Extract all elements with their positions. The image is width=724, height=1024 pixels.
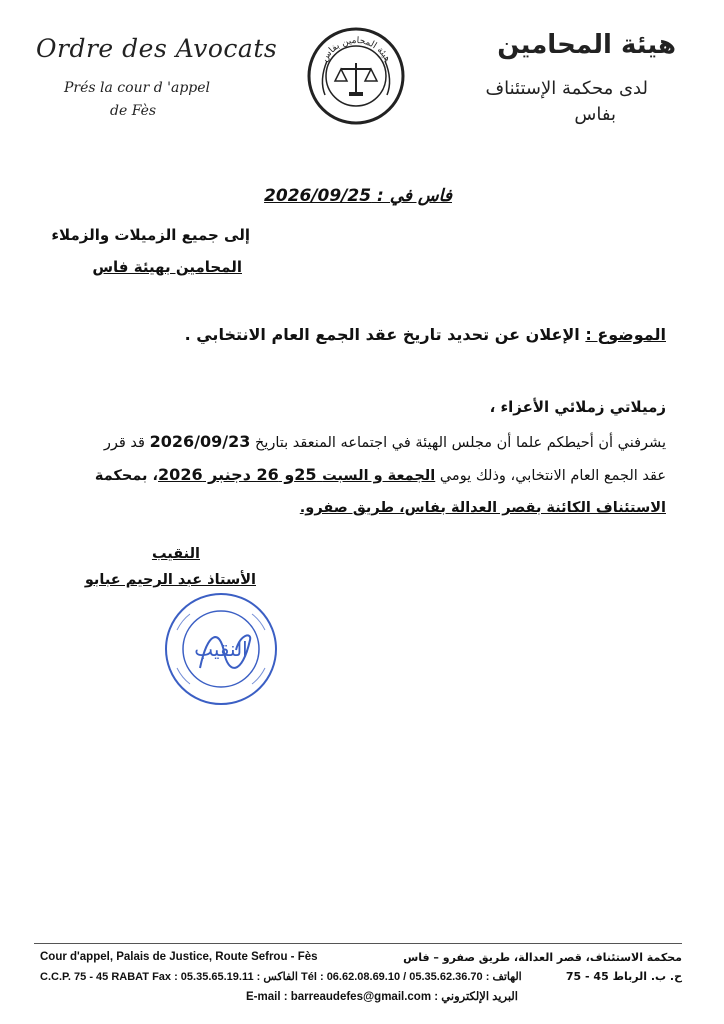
letter-date-text: فاس في : 2026/09/25	[264, 186, 452, 206]
svg-text:هيئة المحامين بفاس	[320, 36, 392, 64]
body-line-2-b: ، بمحكمة	[94, 468, 159, 484]
header-fr-subtitle-2: de Fès	[110, 103, 157, 119]
body-paragraph	[46, 426, 666, 524]
header-fr-title: Ordre des Avocats	[36, 34, 278, 63]
footer-ccp-ar: ح. ب. الرباط 45 - 75	[565, 970, 682, 983]
body-line-2-a: عقد الجمع العام الانتخابي، وذلك يومي	[435, 468, 666, 484]
body-line-3: الاستئناف الكائنة بقصر العدالة بفاس، طريق صفرو.	[299, 500, 666, 516]
assembly-days: الجمعة و السبت	[322, 468, 436, 484]
header-ar-subtitle-1: لدى محكمة الإستئناف	[485, 78, 648, 99]
subject-label: الموضوع :	[585, 325, 666, 344]
header-fr-subtitle-1: Prés la cour d 'appel	[64, 80, 211, 96]
body-line-1-a: يشرفني أن أحيطكم علما أن مجلس الهيئة في اجتماعه المنعقد بتاريخ	[250, 435, 666, 451]
bar-association-logo	[305, 25, 407, 127]
recipient-line-1: إلى جميع الزميلات والزملاء	[51, 226, 250, 244]
footer-divider	[34, 943, 682, 944]
footer-address-ar: محكمة الاستئناف، قصر العدالة، طريق صفرو – فاس	[403, 951, 682, 964]
official-stamp	[162, 590, 280, 708]
council-meeting-date: 2026/09/23	[149, 432, 251, 451]
subject-line	[185, 325, 666, 344]
signature-role: النقيب	[151, 546, 200, 562]
footer-address-fr: Cour d'appel, Palais de Justice, Route Sefrou - Fès	[40, 951, 318, 963]
logo-arc-text: هيئة المحامين بفاس	[319, 35, 393, 64]
subject-text: الإعلان عن تحديد تاريخ عقد الجمع العام الانتخابي .	[184, 325, 586, 344]
body-line-1-b: قد قرر	[103, 435, 150, 451]
greeting: زميلاتي زملائي الأعزاء ،	[489, 398, 666, 416]
signature-name: الأستاذ عبد الرحيم عبابو	[84, 572, 256, 588]
letter-date	[264, 186, 452, 206]
header-ar-subtitle-2: بفاس	[574, 104, 616, 125]
header-ar-title: هيئة المحامين	[497, 30, 676, 60]
body-line-2	[46, 459, 666, 492]
recipient-line-2: المحامين بهيئة فاس	[92, 258, 242, 276]
footer-contacts: C.C.P. 75 - 45 RABAT Fax : 05.35.65.19.11 : الفاكس Tél : 06.62.08.69.10 / 05.35.62.36.70 : الهاتف	[40, 971, 522, 983]
footer-email: E-mail : barreaudefes@gmail.com : البريد الإلكتروني	[246, 991, 518, 1003]
assembly-dates: 25و 26 دجنبر 2026	[158, 465, 323, 484]
body-line-1	[46, 426, 666, 459]
stamp-center-text: النقيب	[194, 637, 248, 661]
